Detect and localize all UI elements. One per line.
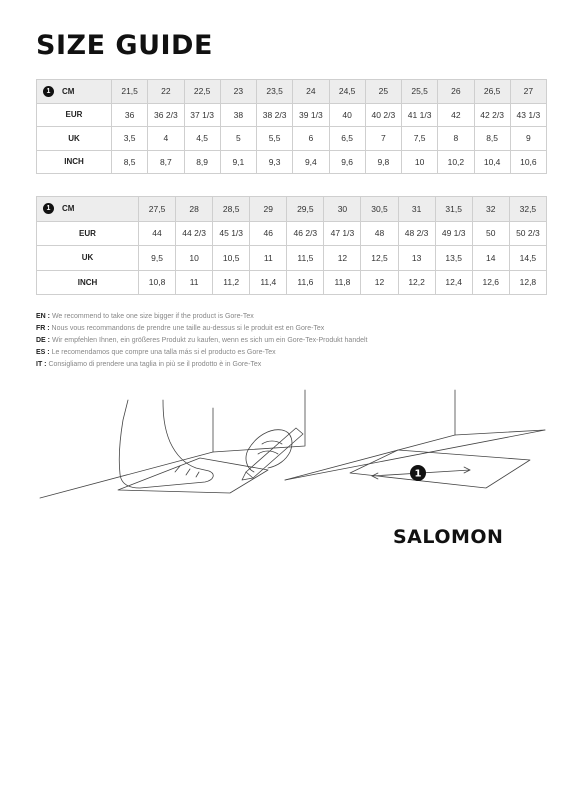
size-cell: 43 1/3 xyxy=(510,103,546,127)
size-cell: 12,4 xyxy=(435,270,472,295)
size-cell: 11,8 xyxy=(324,270,361,295)
size-cell: 6 xyxy=(293,127,329,151)
size-cell: 50 2/3 xyxy=(509,221,546,246)
size-cell: 28 xyxy=(176,197,213,222)
row-label: UK xyxy=(37,246,139,271)
size-cell: 29 xyxy=(250,197,287,222)
size-cell: 24 xyxy=(293,80,329,104)
size-cell: 12,5 xyxy=(361,246,398,271)
note-lang: ES : xyxy=(36,349,50,356)
size-cell: 49 1/3 xyxy=(435,221,472,246)
size-cell: 12,2 xyxy=(398,270,435,295)
size-cell: 13 xyxy=(398,246,435,271)
foot-measuring-illustration xyxy=(0,380,583,510)
note-line xyxy=(36,335,556,347)
row-label: UK xyxy=(37,127,112,151)
size-cell: 9,3 xyxy=(257,150,293,174)
size-cell: 27,5 xyxy=(139,197,176,222)
size-table-small xyxy=(36,79,547,174)
page-title: SIZE GUIDE xyxy=(36,30,213,61)
note-text: We recommend to take one size bigger if the product is Gore-Tex xyxy=(50,313,254,320)
size-cell: 7,5 xyxy=(402,127,438,151)
row-label xyxy=(37,197,139,222)
size-cell: 10 xyxy=(176,246,213,271)
size-cell: 26 xyxy=(438,80,474,104)
size-cell: 4 xyxy=(148,127,184,151)
size-cell: 23,5 xyxy=(257,80,293,104)
note-line xyxy=(36,359,556,371)
size-cell: 8,5 xyxy=(112,150,148,174)
size-cell: 42 2/3 xyxy=(474,103,510,127)
size-cell: 44 xyxy=(139,221,176,246)
size-cell: 23 xyxy=(220,80,256,104)
size-row xyxy=(37,221,547,246)
size-cell: 44 2/3 xyxy=(176,221,213,246)
step-1-icon: 1 xyxy=(43,86,54,97)
note-lang: IT : xyxy=(36,361,47,368)
size-cell: 5,5 xyxy=(257,127,293,151)
size-cell: 36 xyxy=(112,103,148,127)
size-cell: 22,5 xyxy=(184,80,220,104)
note-line xyxy=(36,311,556,323)
size-cell: 13,5 xyxy=(435,246,472,271)
size-cell: 10,6 xyxy=(510,150,546,174)
size-cell: 37 1/3 xyxy=(184,103,220,127)
size-cell: 10 xyxy=(402,150,438,174)
wall-line-right xyxy=(285,390,455,480)
size-cell: 45 1/3 xyxy=(213,221,250,246)
size-cell: 10,5 xyxy=(213,246,250,271)
size-cell: 40 2/3 xyxy=(365,103,401,127)
size-cell: 4,5 xyxy=(184,127,220,151)
size-cell: 9,4 xyxy=(293,150,329,174)
gore-tex-notes xyxy=(36,311,556,371)
size-cell: 41 1/3 xyxy=(402,103,438,127)
size-table-large xyxy=(36,196,547,295)
step-1-icon: 1 xyxy=(43,203,54,214)
size-cell: 25 xyxy=(365,80,401,104)
size-cell: 32 xyxy=(472,197,509,222)
size-cell: 11 xyxy=(250,246,287,271)
row-label: INCH xyxy=(37,150,112,174)
size-cell: 10,4 xyxy=(474,150,510,174)
size-cell: 38 xyxy=(220,103,256,127)
note-line xyxy=(36,347,556,359)
foot-outline xyxy=(119,400,213,488)
size-cell: 8,9 xyxy=(184,150,220,174)
size-cell: 11,2 xyxy=(213,270,250,295)
size-cell: 46 2/3 xyxy=(287,221,324,246)
size-cell: 40 xyxy=(329,103,365,127)
size-cell: 42 xyxy=(438,103,474,127)
size-cell: 3,5 xyxy=(112,127,148,151)
size-cell: 11,5 xyxy=(287,246,324,271)
size-cell: 6,5 xyxy=(329,127,365,151)
size-cell: 12,8 xyxy=(509,270,546,295)
note-text: Wir empfehlen Ihnen, ein größeres Produkt zu kaufen, wenn es sich um ein Gore-Tex-Produkt handelt xyxy=(50,337,368,344)
note-text: Nous vous recommandons de prendre une taille au-dessus si le produit est en Gore-Tex xyxy=(49,325,325,332)
floor-line xyxy=(40,452,213,498)
size-row xyxy=(37,246,547,271)
size-cell: 14 xyxy=(472,246,509,271)
size-cell: 36 2/3 xyxy=(148,103,184,127)
size-cell: 25,5 xyxy=(402,80,438,104)
size-cell: 27 xyxy=(510,80,546,104)
size-cell: 47 1/3 xyxy=(324,221,361,246)
note-lang: EN : xyxy=(36,313,50,320)
size-row xyxy=(37,150,547,174)
row-label xyxy=(37,80,112,104)
note-line xyxy=(36,323,556,335)
size-cell: 46 xyxy=(250,221,287,246)
size-cell: 28,5 xyxy=(213,197,250,222)
size-row xyxy=(37,197,547,222)
size-cell: 22 xyxy=(148,80,184,104)
note-text: Consigliamo di prendere una taglia in più se il prodotto è in Gore-Tex xyxy=(46,361,262,368)
size-cell: 10,2 xyxy=(438,150,474,174)
size-cell: 8 xyxy=(438,127,474,151)
size-row xyxy=(37,80,547,104)
size-cell: 48 2/3 xyxy=(398,221,435,246)
size-cell: 8,5 xyxy=(474,127,510,151)
size-cell: 10,8 xyxy=(139,270,176,295)
size-cell: 11 xyxy=(176,270,213,295)
row-label: EUR xyxy=(37,103,112,127)
cm-label: CM xyxy=(62,86,75,96)
brand-logo: SALOMON xyxy=(393,526,504,548)
size-cell: 9,5 xyxy=(139,246,176,271)
size-cell: 29,5 xyxy=(287,197,324,222)
cm-label: CM xyxy=(62,204,75,214)
size-cell: 12 xyxy=(324,246,361,271)
size-cell: 5 xyxy=(220,127,256,151)
row-label: INCH xyxy=(37,270,139,295)
size-row xyxy=(37,127,547,151)
size-cell: 31 xyxy=(398,197,435,222)
size-cell: 32,5 xyxy=(509,197,546,222)
note-text: Le recomendamos que compre una talla más si el producto es Gore-Tex xyxy=(49,349,276,356)
row-label: EUR xyxy=(37,221,139,246)
note-lang: DE : xyxy=(36,337,50,344)
size-cell: 11,4 xyxy=(250,270,287,295)
step-1-number: 1 xyxy=(414,468,422,480)
size-row xyxy=(37,270,547,295)
size-cell: 31,5 xyxy=(435,197,472,222)
size-cell: 21,5 xyxy=(112,80,148,104)
size-cell: 24,5 xyxy=(329,80,365,104)
wall-line xyxy=(213,390,305,452)
size-cell: 39 1/3 xyxy=(293,103,329,127)
size-cell: 7 xyxy=(365,127,401,151)
size-cell: 48 xyxy=(361,221,398,246)
size-cell: 30 xyxy=(324,197,361,222)
size-cell: 8,7 xyxy=(148,150,184,174)
size-row xyxy=(37,103,547,127)
size-cell: 9 xyxy=(510,127,546,151)
size-cell: 38 2/3 xyxy=(257,103,293,127)
size-cell: 12,6 xyxy=(472,270,509,295)
size-cell: 9,1 xyxy=(220,150,256,174)
size-cell: 11,6 xyxy=(287,270,324,295)
pen xyxy=(246,428,303,478)
note-lang: FR : xyxy=(36,325,50,332)
size-cell: 12 xyxy=(361,270,398,295)
size-cell: 26,5 xyxy=(474,80,510,104)
size-cell: 9,6 xyxy=(329,150,365,174)
size-cell: 14,5 xyxy=(509,246,546,271)
size-cell: 9,8 xyxy=(365,150,401,174)
size-cell: 50 xyxy=(472,221,509,246)
size-cell: 30,5 xyxy=(361,197,398,222)
